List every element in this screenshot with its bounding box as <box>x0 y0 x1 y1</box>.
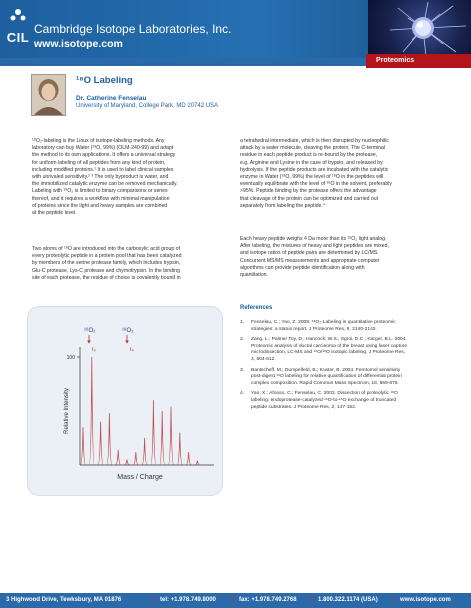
arrowhead-heavy <box>125 341 129 344</box>
droplet-icon <box>9 8 27 24</box>
cil-logo <box>4 8 32 52</box>
cell-hero-image <box>368 0 471 58</box>
footer-separator: | <box>232 597 234 603</box>
footer-fax: fax: +1.978.749.2768 <box>239 597 297 603</box>
portrait-image <box>32 75 65 115</box>
body-paragraph-4: Each heavy peptide weighs 4 Da more than its ¹⁶O₂ light analog. After labeling, the mixtures of heavy and light peptides are mixed, and isotope ratios of peptide pairs are determined by LC/MS. Concurrent MS/MS measurements and appropriate computer algorithms can provide peptide identification along with quantitation. <box>240 236 389 279</box>
author-affiliation: University of Maryland, College Park, MD 20742 USA <box>76 103 219 109</box>
author-photo <box>31 74 66 116</box>
y-tick-label: 100 <box>66 355 75 361</box>
footer-web[interactable]: www.isotope.com <box>400 597 451 603</box>
section-tag: Proteomics <box>366 54 471 68</box>
spectrum-peak <box>107 413 112 465</box>
footer-separator: | <box>393 597 395 603</box>
footer-tel: tel: +1.978.749.8000 <box>160 597 216 603</box>
x-axis-label: Mass / Charge <box>117 474 163 481</box>
spectrum-peak <box>177 433 182 465</box>
spectrum-peak <box>89 357 94 465</box>
spectrum-peak <box>80 427 85 465</box>
reference-item: 4. Yao, X.; Afonso, C.; Fenselau, C. 2003. Dissection of proteolytic ¹⁸O labeling: endoprotease-catalyzed ¹⁶O-to-¹⁸O exchange of truncated peptide substrates. J Proteome Res, 2, 147-152. <box>240 391 398 410</box>
company-url[interactable]: www.isotope.com <box>34 38 123 50</box>
y-axis-label: Relative Intensity <box>64 388 70 434</box>
spectrum-peak <box>98 422 103 465</box>
spectrum-peak <box>151 400 156 465</box>
spectrum-peak <box>195 461 200 465</box>
header-banner <box>0 0 471 58</box>
reference-item: 2. Zang, L.; Palmer Toy, D.; Hancock, W.S.; Sgroi, D.C.; Karger, B.L. 2004. Proteomic analysis of ductal carcinoma of the breast using laser capture microdissection, LC-MS and ¹⁶O/¹⁸O isotopic labeling. J Proteome Res, 3, 604-612. <box>240 337 408 362</box>
footer-separator: | <box>153 597 155 603</box>
spectrum-peak <box>186 452 191 465</box>
spectrum-peak <box>124 460 129 465</box>
logo-text: CIL <box>6 30 30 45</box>
arrowhead-light <box>87 341 91 344</box>
reference-item: 3. Bantscheff, M.; Dumpelfeld, B.; Kuster, B. 2004. Femtomol sensitivity post-digest ¹⁸O labeling for relative quantification of differential protein complex composition. Rapid Commun Mass Spectrom, 18, 869-876. <box>240 367 402 386</box>
spectrum-peak <box>116 450 121 465</box>
spectrum-peak <box>142 438 147 465</box>
body-paragraph-3: a tetrahedral intermediate, which is then disrupted by nucleophilic attack by a water molecule, cleaving the protein. The C-terminal residue in each peptide product is re-bound by the protease, e.g. Arginine and Lysine in the case of trypsin, and released by hydrolysis. If the peptide products are incubated with the catalytic enzyme in Water (¹⁸O, 99%) the level of ¹⁸O in the peptides will eventually equilibrate with the level of ¹⁸O in the solvent, preferably >95%. Peptide binding by the protease offers the advantage that cleavage of the protein can be optimized and carried out separately from labeling the peptide.⁴ <box>240 138 392 209</box>
body-paragraph-1: ¹⁸O₂-labeling is the Linux of isotope-labeling methods. Any laboratory can buy Water (¹⁸O, 99%) (OLM-240-99) and adapt the method to its own applications. It offers a universal strategy for uniform labeling of all peptides from any kind of protein, including modified proteins.¹ It is used to label clinical samples with unrivaled sensitivity.² ³ The only byproduct is water, and the immobilized catalytic enzyme can be removed mechanically. Labeling with ¹⁸O₂ is limited to binary comparisons or series thereof, and it requires a workflow with minimal manipulation of proteins since the light and heavy samples are combined at the peptide level. <box>32 138 178 217</box>
footer-address: 3 Highwood Drive, Tewksbury, MA 01876 <box>6 597 122 603</box>
author-name: Dr. Catherine Fenselau <box>76 95 147 102</box>
label-heavy: ¹⁸O₂ <box>122 328 134 334</box>
label-light: ¹⁶O₂ <box>84 328 96 334</box>
company-name: Cambridge Isotope Laboratories, Inc. <box>34 22 232 36</box>
article-title: ¹⁸O Labeling <box>76 75 133 86</box>
mass-spectrum-figure <box>27 306 223 496</box>
footer-separator: | <box>311 597 313 603</box>
label-i4: I₄ <box>130 347 134 353</box>
spectrum-peaks <box>80 357 200 465</box>
spectrum-chart <box>28 307 222 495</box>
spectrum-peak <box>168 407 173 465</box>
references-heading: References <box>240 305 273 311</box>
reference-item: 1. Fenselau, C.; Yao, Z. 2009. ¹⁸O₂-Labeling in quantitative proteomic strategies: a status report. J Proteome Res, 8, 2140-2143. <box>240 320 396 332</box>
spectrum-peak <box>133 452 138 465</box>
body-paragraph-2: Two atoms of ¹⁸O are introduced into the carboxylic acid group of every proteolytic peptide in a protein pool that has been catalyzed by members of the serine protease family, which includes trypsin, Glu-C protease, Lys-C protease and chymotrypsin. In the binding site of each protease, the residue of choice is covalently bound in <box>32 246 182 281</box>
footer-bar <box>0 593 471 608</box>
spectrum-peak <box>160 411 165 465</box>
label-i0: I₀ <box>92 347 96 353</box>
footer-phone: 1.800.322.1174 (USA) <box>318 597 378 603</box>
cell-icon <box>368 0 471 58</box>
references-list <box>240 320 450 415</box>
